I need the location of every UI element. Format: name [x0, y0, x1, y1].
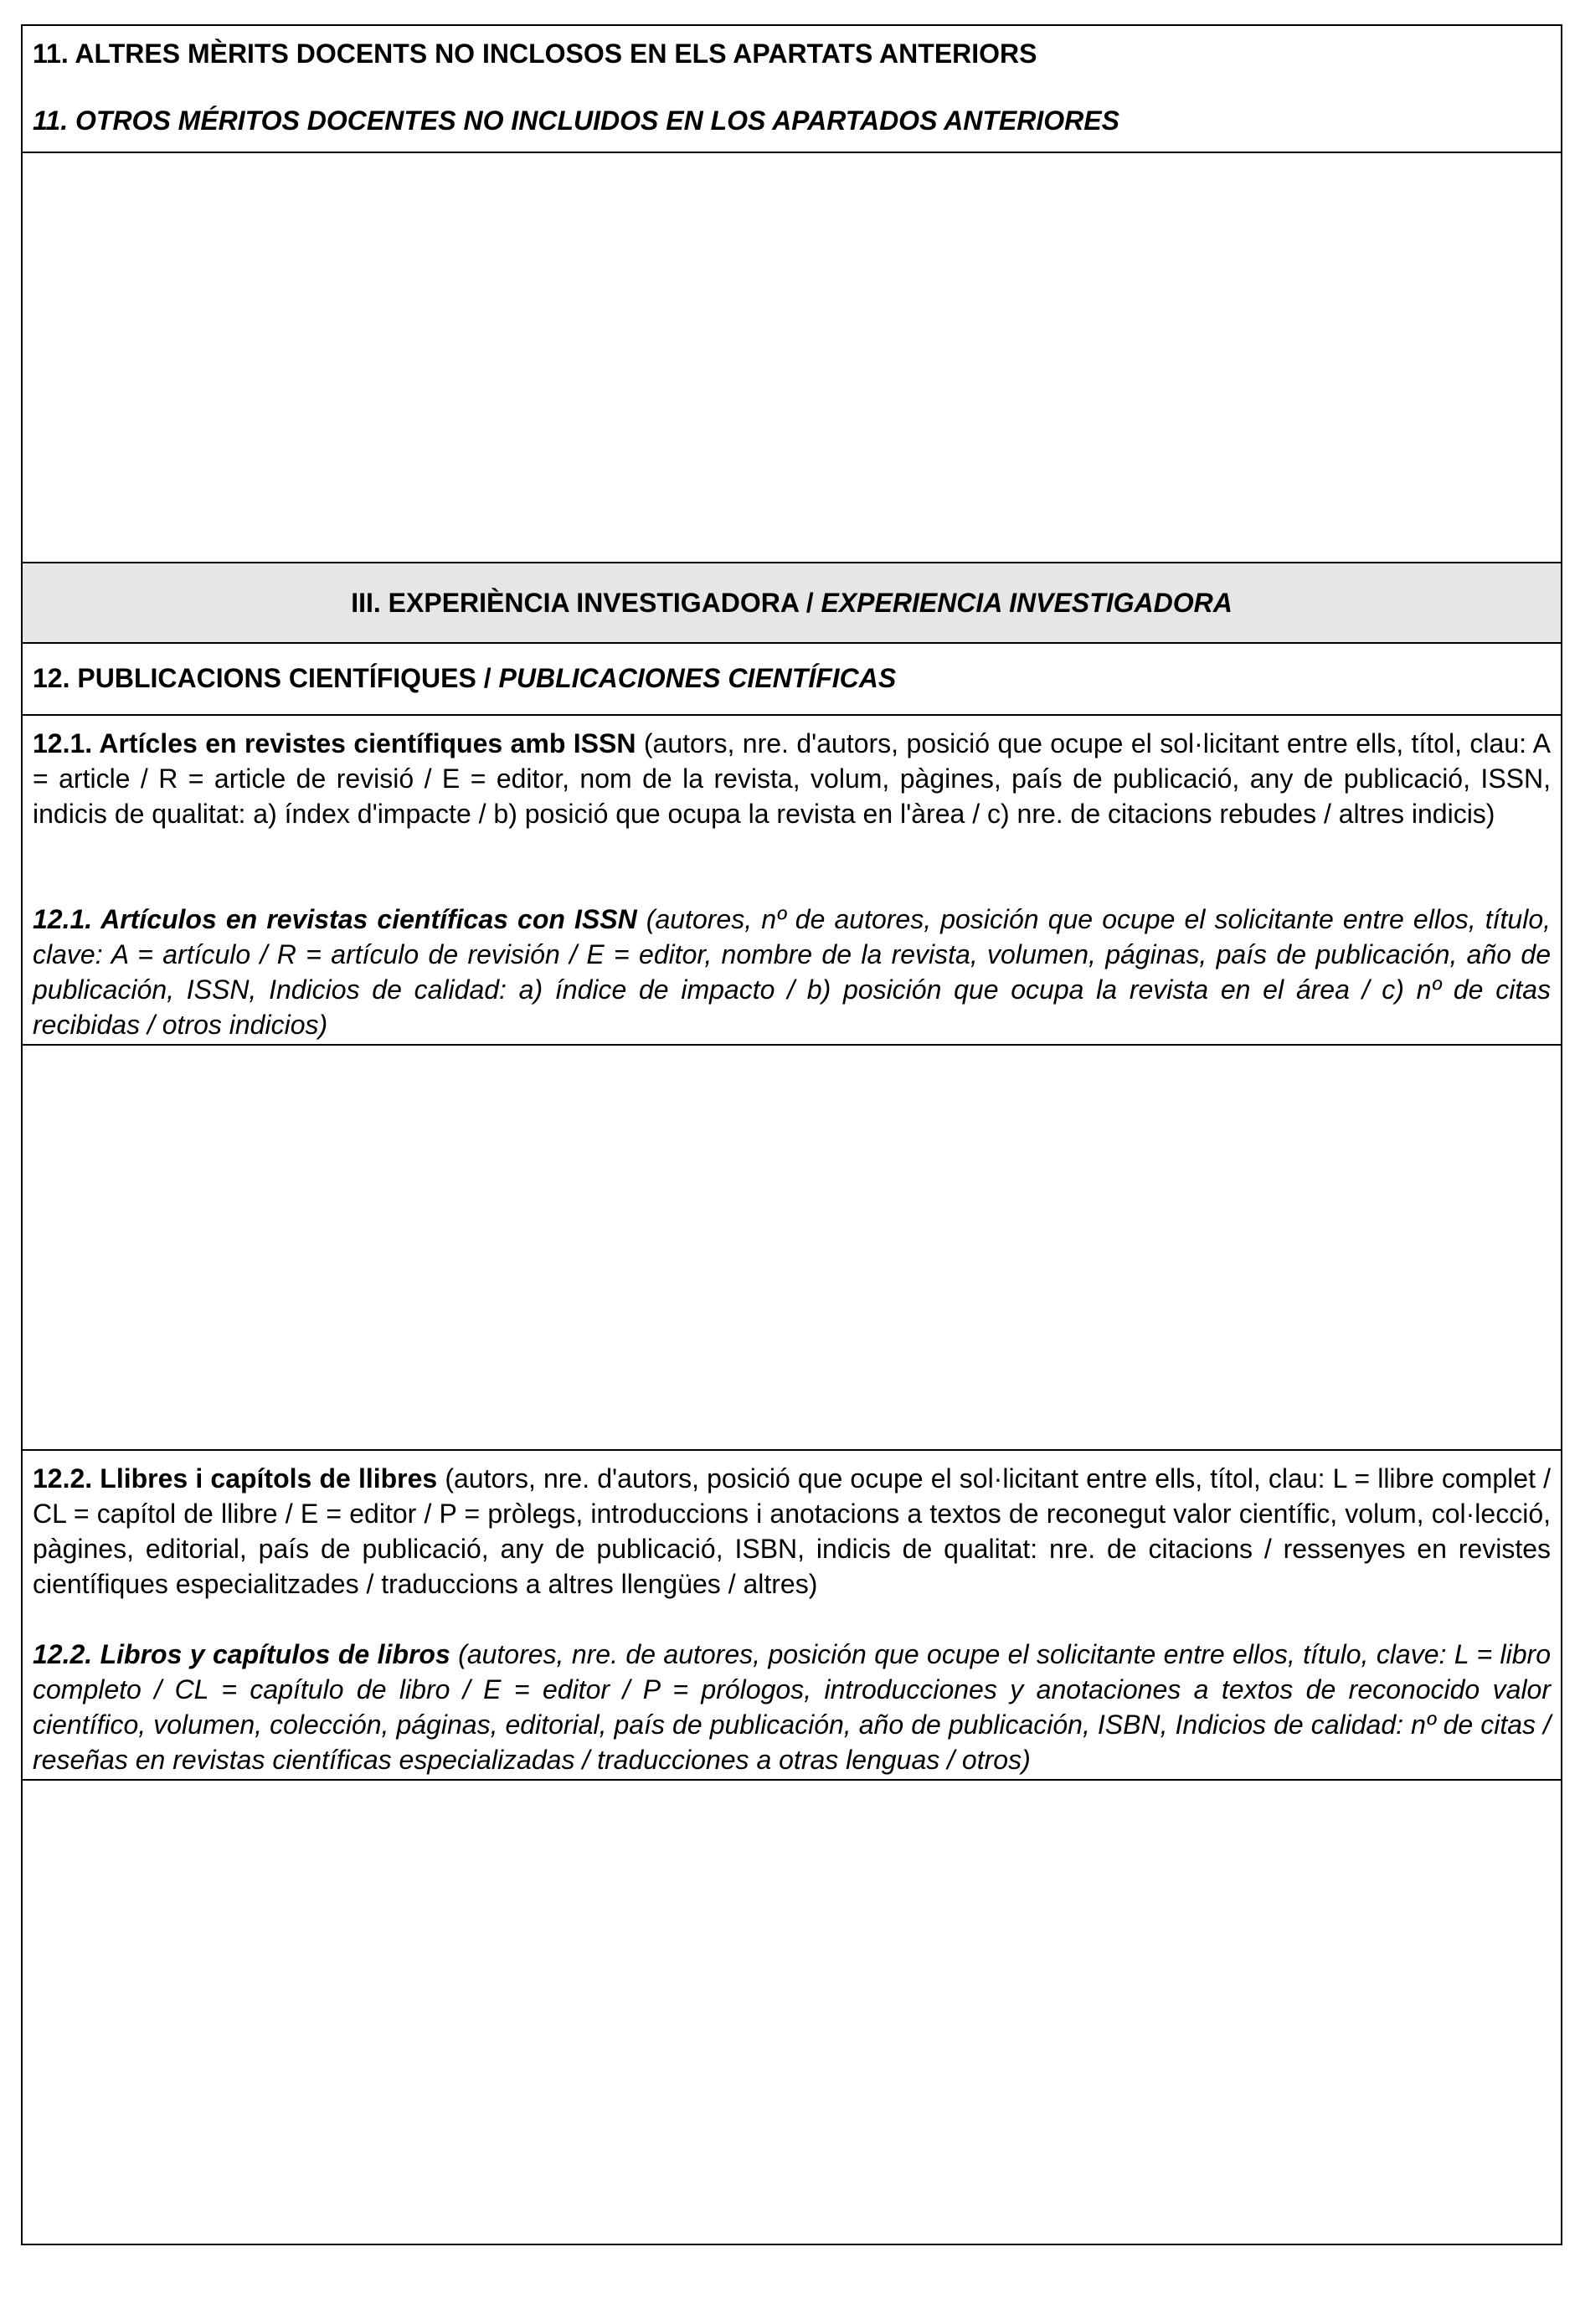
item-12-2-answer-box[interactable]: [23, 1781, 1561, 2244]
section-12-title-ca: 12. PUBLICACIONS CIENTÍFIQUES /: [33, 663, 499, 693]
item-12-1-text-es: [33, 902, 1551, 1042]
item-12-1-body-es: (autores, nº de autores, posición que ocupe el solicitante entre ellos, título, clave: A = artículo / R = artículo de revisión / E = editor, nombre de la revista, volumen, páginas, país de publicación, año de publicación, ISSN, Indicios de calidad: a) índice de impacto / b) posición que ocupa la revista en el área / c) nº de citas recibidas / otros indicios): [33, 904, 1551, 1040]
item-12-2-heading-es: 12.2. Libros y capítulos de libros: [33, 1639, 450, 1669]
item-12-2-heading-ca: 12.2. Llibres i capítols de llibres: [33, 1463, 438, 1494]
item-12-1-description: [23, 716, 1561, 1046]
section-11-title-ca: 11. ALTRES MÈRITS DOCENTS NO INCLOSOS EN ELS APARTATS ANTERIORS: [33, 39, 1037, 69]
item-12-2-text-ca: [33, 1461, 1551, 1602]
item-12-2-body-es: (autores, nre. de autores, posición que ocupe el solicitante entre ellos, título, clave: L = libro completo / CL = capítulo de libro / E = editor / P = prólogos, introducciones y anotaciones a textos de reconocido valor científico, volumen, colección, páginas, editorial, país de publicación, año de publicación, ISBN, Indicios de calidad: nº de citas / reseñas en revistas científicas especializadas / traducciones a otras lenguas / otros): [33, 1639, 1552, 1775]
section-11-header: [23, 26, 1561, 153]
item-12-2-text-es: [33, 1637, 1551, 1777]
section-iii-title-ca: III. EXPERIÈNCIA INVESTIGADORA /: [351, 588, 821, 618]
merits-form-table: [21, 24, 1562, 2245]
item-12-2-description: [23, 1451, 1561, 1781]
section-iii-header: [23, 563, 1561, 644]
item-12-1-body-ca: (autors, nre. d'autors, posició que ocupe el sol·licitant entre ells, títol, clau: A = article / R = article de revisió / E = editor, nom de la revista, volum, pàgines, país de publicació, any de publicació, ISSN, indicis de qualitat: a) índex d'impacte / b) posició que ocupa la revista en l'àrea / c) nre. de citacions rebudes / altres indicis): [33, 728, 1552, 829]
section-12-header: [23, 644, 1561, 716]
item-12-1-heading-ca: 12.1. Artícles en revistes científiques amb ISSN: [33, 728, 636, 758]
section-iii-title: [33, 585, 1551, 620]
section-11-answer-box[interactable]: [23, 153, 1561, 563]
item-12-2-body-ca: (autors, nre. d'autors, posició que ocupe el sol·licitant entre ells, títol, clau: L = llibre complet / CL = capítol de llibre / E = editor / P = pròlegs, introduccions i anotacions a textos de reconegut valor científic, volum, col·lecció, pàgines, editorial, país de publicació, any de publicació, ISBN, indicis de qualitat: nre. de citacions / ressenyes en revistes científiques especialitzades / traduccions a altres llengües / altres): [33, 1463, 1552, 1599]
section-iii-title-es: EXPERIENCIA INVESTIGADORA: [821, 588, 1233, 618]
item-12-1-heading-es: 12.1. Artículos en revistas científicas con ISSN: [33, 904, 637, 934]
section-12-title: [33, 661, 1551, 696]
item-12-1-text-ca: [33, 726, 1551, 831]
section-11-title-es: 11. OTROS MÉRITOS DOCENTES NO INCLUIDOS EN LOS APARTADOS ANTERIORES: [33, 105, 1119, 136]
item-12-1-answer-box[interactable]: [23, 1046, 1561, 1451]
section-12-title-es: PUBLICACIONES CIENTÍFICAS: [498, 663, 897, 693]
